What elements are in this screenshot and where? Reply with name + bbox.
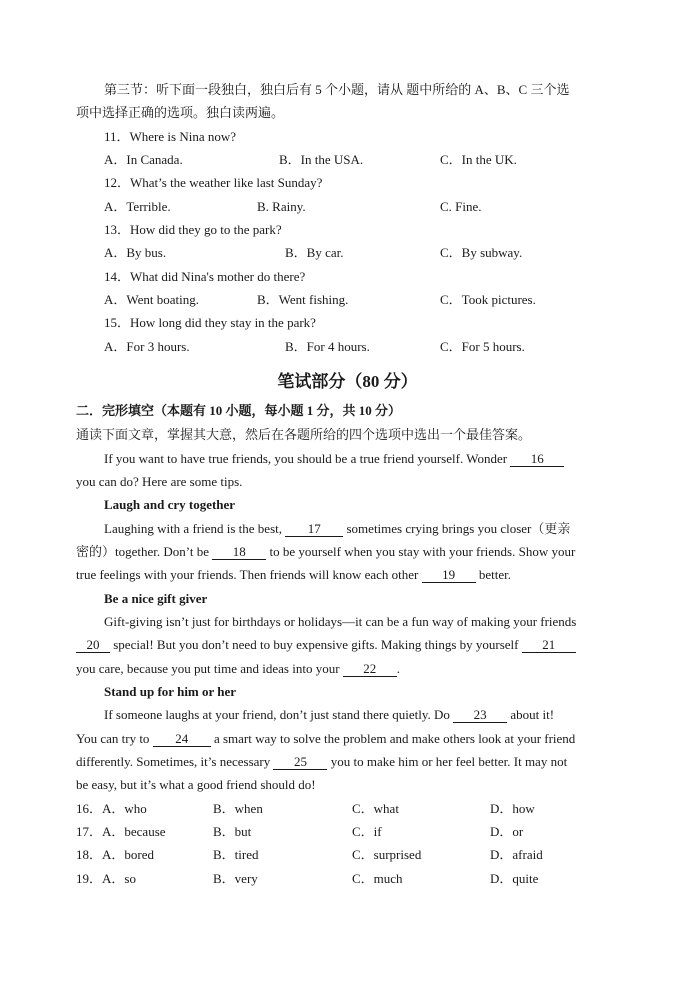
question-12: 12．What’s the weather like last Sunday? [104,175,323,190]
q16-option-d[interactable]: D．how [490,801,535,816]
q13-option-b[interactable]: B．By car. [285,245,344,260]
blank-16: 16 [510,452,564,467]
blank-25: 25 [273,755,327,770]
subheading-stand-up: Stand up for him or her [104,684,237,699]
q12-option-a[interactable]: A．Terrible. [104,199,171,214]
written-part-title: 笔试部分（80 分） [277,372,418,391]
blank-24: 24 [153,732,211,747]
q14-option-c[interactable]: C．Took pictures. [440,292,536,307]
passage-line [76,544,575,560]
q12-option-c[interactable]: C. Fine. [440,199,482,214]
blank-17: 17 [285,522,343,537]
q18-option-c[interactable]: C．surprised [352,847,422,862]
cloze-heading: 二．完形填空（本题有 10 小题，每小题 1 分，共 10 分） [76,403,402,418]
passage-line: you can do? Here are some tips. [76,474,243,489]
section3-intro-line2: 项中选择正确的选项。独白读两遍。 [76,105,285,120]
passage-text: differently. Sometimes, it’s necessary [76,754,274,769]
passage-line [104,451,564,467]
passage-text: If you want to have true friends, you should be a true friend yourself. Wonder [104,451,511,466]
blank-21: 21 [522,638,576,653]
blank-20: 20 [76,638,110,653]
passage-text: 密的）together. Don’t be [76,544,213,559]
passage-text: sometimes crying brings you closer（更亲 [343,521,571,536]
passage-line [76,731,575,747]
subheading-laugh-cry: Laugh and cry together [104,497,236,512]
blank-22: 22 [343,662,397,677]
q12-option-b[interactable]: B. Rainy. [257,199,306,214]
blank-19: 19 [422,568,476,583]
q19-option-a[interactable]: 19．A．so [76,871,136,886]
question-15: 15．How long did they stay in the park? [104,315,316,330]
q13-option-a[interactable]: A．By bus. [104,245,167,260]
q17-option-c[interactable]: C．if [352,824,382,839]
passage-line [76,661,400,677]
passage-text: a smart way to solve the problem and make others look at your friend [210,731,576,746]
question-11: 11．Where is Nina now? [104,129,237,144]
passage-text: Laughing with a friend is the best, [104,521,286,536]
passage-line [104,521,570,537]
q16-option-a[interactable]: 16．A．who [76,801,147,816]
passage-text: true feelings with your friends. Then friends will know each other [76,567,422,582]
cloze-instruction: 通读下面文章，掌握其大意，然后在各题所给的四个选项中选出一个最佳答案。 [76,427,532,442]
question-14: 14．What did Nina's mother do there? [104,269,306,284]
passage-text: better. [475,567,512,582]
passage-text: to be yourself when you stay with your friends. Show your [266,544,576,559]
q19-option-b[interactable]: B．very [213,871,258,886]
passage-line: Gift-giving isn’t just for birthdays or holidays—it can be a fun way of making your friends [104,614,577,629]
q19-option-c[interactable]: C．much [352,871,403,886]
passage-line: be easy, but it’s what a good friend should do! [76,777,316,792]
passage-line [76,754,567,770]
q18-option-b[interactable]: B．tired [213,847,259,862]
blank-23: 23 [453,708,507,723]
q15-option-c[interactable]: C．For 5 hours. [440,339,525,354]
passage-text: you to make him or her feel better. It may not [327,754,568,769]
passage-text: about it! [507,707,555,722]
q17-option-b[interactable]: B．but [213,824,252,839]
q15-option-a[interactable]: A．For 3 hours. [104,339,190,354]
q11-option-c[interactable]: C．In the UK. [440,152,517,167]
q16-option-b[interactable]: B．when [213,801,263,816]
q11-option-a[interactable]: A．In Canada. [104,152,183,167]
q18-option-a[interactable]: 18．A．bored [76,847,154,862]
q14-option-a[interactable]: A．Went boating. [104,292,199,307]
passage-text: special! But you don’t need to buy expensive gifts. Making things by yourself [110,637,522,652]
q19-option-d[interactable]: D．quite [490,871,539,886]
passage-text: you care, because you put time and ideas into your [76,661,343,676]
q16-option-c[interactable]: C．what [352,801,399,816]
q18-option-d[interactable]: D．afraid [490,847,543,862]
passage-line [76,637,576,653]
q13-option-c[interactable]: C．By subway. [440,245,523,260]
passage-line [104,707,554,723]
passage-line [76,567,511,583]
q14-option-b[interactable]: B．Went fishing. [257,292,349,307]
passage-text: . [396,661,401,676]
passage-text: You can try to [76,731,153,746]
section3-intro-line1: 第三节：听下面一段独白，独白后有 5 个小题，请从 题中所给的 A、B、C 三个选 [104,82,570,97]
subheading-gift-giver: Be a nice gift giver [104,591,208,606]
q17-option-d[interactable]: D．or [490,824,524,839]
q17-option-a[interactable]: 17．A．because [76,824,166,839]
q15-option-b[interactable]: B．For 4 hours. [285,339,370,354]
blank-18: 18 [212,545,266,560]
passage-text: If someone laughs at your friend, don’t just stand there quietly. Do [104,707,454,722]
question-13: 13．How did they go to the park? [104,222,282,237]
q11-option-b[interactable]: B．In the USA. [279,152,364,167]
